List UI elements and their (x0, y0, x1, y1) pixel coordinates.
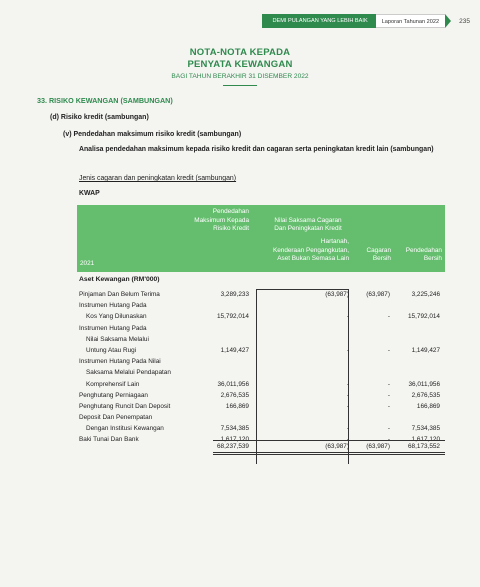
row-value-v2: - (346, 425, 349, 433)
table-row (77, 356, 445, 367)
row-label: Kos Yang Dilunaskan (86, 313, 147, 321)
header-text: Cagaran (366, 246, 391, 254)
row-value-v1: 1,149,427 (220, 346, 249, 354)
row-value-v2: - (346, 391, 349, 399)
row-label: Saksama Melalui Pendapatan (86, 369, 171, 377)
entity-label: KWAP (79, 190, 100, 197)
row-value-v3: - (387, 436, 390, 444)
row-value-v2: - (346, 380, 349, 388)
row-label: Nilai Saksama Melalui (86, 335, 149, 343)
table-row (77, 300, 445, 311)
header-net-exposure (390, 247, 442, 264)
table-row (77, 289, 445, 300)
row-label: Instrumen Hutang Pada (79, 302, 147, 310)
total-bottom-rule-2 (213, 454, 445, 455)
row-label: Pinjaman Dan Belum Terima (79, 291, 160, 298)
row-value-v4: 166,869 (416, 402, 440, 410)
table-row (77, 390, 445, 401)
header-property-vehicles (257, 238, 349, 264)
header-text: Pendedahan (405, 246, 442, 254)
header-text: Pendedahan (212, 208, 249, 215)
analysis-paragraph: Analisa pendedahan maksimum kepada risiko kredit dan cagaran serta peningkatan kredit lain (sambungan) (79, 146, 434, 153)
row-value-v2: - (346, 346, 349, 354)
row-value-v4: 2,676,535 (411, 391, 440, 399)
table-body (77, 289, 445, 446)
total-collateral: (63,987) (325, 443, 349, 450)
row-value-v3: - (387, 313, 390, 321)
header-net-collateral (349, 247, 391, 264)
row-value-v1: 36,011,956 (217, 380, 249, 388)
row-value-v2: - (346, 436, 349, 444)
total-net-collateral: (63,987) (366, 443, 390, 450)
row-value-v3: - (387, 425, 390, 433)
total-row (77, 441, 445, 452)
row-label: Baki Tunai Dan Bank (79, 436, 139, 444)
header-text: Aset Bukan Semasa Lain (277, 255, 349, 263)
title-line-3: BAGI TAHUN BERAKHIR 31 DISEMBER 2022 (171, 73, 309, 80)
subsection-d: (d) Risiko kredit (sambungan) (50, 114, 149, 121)
row-label: Penghutang Runcit Dan Deposit (79, 402, 171, 410)
header-report-title: Laporan Tahunan 2022 (376, 14, 445, 28)
header-text: Bersih (423, 255, 442, 263)
row-value-v1: 3,289,233 (220, 291, 249, 298)
row-value-v1: 7,534,385 (220, 425, 249, 433)
row-value-v4: 7,534,385 (411, 425, 440, 433)
table-row (77, 379, 445, 390)
collateral-subtitle: Jenis cagaran dan peningkatan kredit (sambungan) (79, 175, 237, 182)
page-number: 235 (459, 17, 470, 25)
financial-assets-label: Aset Kewangan (RM'000) (79, 276, 160, 283)
row-value-v3: - (387, 380, 390, 388)
section-heading: 33. RISIKO KEWANGAN (SAMBUNGAN) (37, 96, 173, 105)
header-text: Nilai Saksama Cagaran (274, 216, 342, 224)
table-header (77, 205, 445, 272)
total-net-exposure: 68,173,552 (408, 443, 440, 450)
header-max-exposure (182, 208, 249, 234)
row-value-v2: - (346, 313, 349, 321)
row-value-v2: (63,987) (325, 291, 349, 298)
row-value-v1: 1,617,120 (220, 436, 249, 444)
total-max-exposure: 68,237,539 (217, 443, 249, 450)
subsection-v: (v) Pendedahan maksimum risiko kredit (sambungan) (63, 131, 242, 138)
row-value-v3: - (387, 402, 390, 410)
row-value-v4: 1,149,427 (411, 346, 440, 354)
row-label: Penghutang Perniagaan (79, 391, 148, 399)
row-label: Dengan Institusi Kewangan (86, 425, 164, 433)
header-collateral-group (263, 217, 353, 234)
row-label: Deposit Dan Penempatan (79, 414, 153, 422)
row-label: Instrumen Hutang Pada Nilai (79, 358, 161, 366)
total-bottom-rule-1 (213, 452, 445, 453)
row-value-v1: 2,676,535 (220, 391, 249, 399)
row-value-v3: - (387, 391, 390, 399)
row-value-v1: 166,869 (225, 402, 249, 410)
row-label: Komprehensif Lain (86, 380, 140, 388)
row-value-v4: 15,792,014 (408, 313, 440, 321)
header-text: Bersih (372, 255, 391, 263)
table-row (77, 423, 445, 434)
header-text: Risiko Kredit (213, 225, 249, 233)
row-value-v3: (63,987) (366, 291, 390, 298)
row-value-v1: 15,792,014 (217, 313, 249, 321)
header-text: Dan Peningkatan Kredit (274, 225, 342, 233)
row-label: Untung Atau Rugi (86, 346, 137, 354)
title-divider (223, 85, 257, 86)
table-row (77, 311, 445, 322)
table-row (77, 367, 445, 378)
table-row (77, 401, 445, 412)
row-value-v4: 36,011,956 (408, 380, 440, 388)
table-row (77, 345, 445, 356)
row-value-v2: - (346, 402, 349, 410)
header-text: Kenderaan Pengangkutan, (272, 246, 349, 254)
row-value-v3: - (387, 346, 390, 354)
header-year: 2021 (80, 260, 95, 267)
table-row (77, 323, 445, 334)
table-row (77, 334, 445, 345)
header-tagline: DEMI PULANGAN YANG LEBIH BAIK (262, 14, 375, 28)
header-text: Maksimum Kepada (194, 216, 249, 224)
row-value-v4: 3,225,246 (411, 291, 440, 298)
table-row (77, 412, 445, 423)
page-header (262, 14, 480, 28)
document-title (0, 47, 480, 86)
title-line-1: NOTA-NOTA KEPADA (189, 47, 291, 58)
row-label: Instrumen Hutang Pada (79, 324, 147, 332)
title-line-2: PENYATA KEWANGAN (187, 58, 293, 70)
header-text: Hartanah, (320, 238, 349, 245)
row-value-v4: 1,617,120 (411, 436, 440, 444)
